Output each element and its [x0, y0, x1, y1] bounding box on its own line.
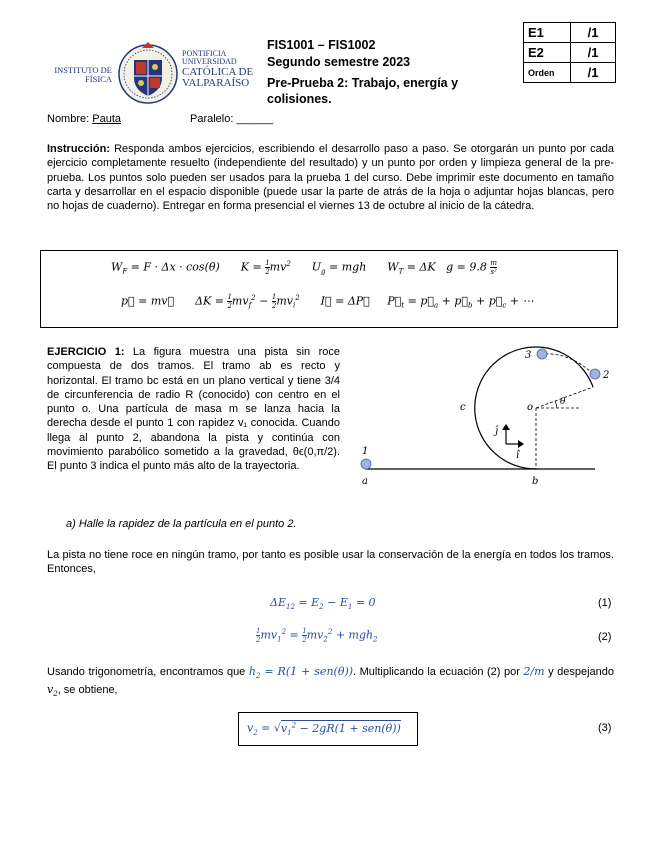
score-row-e2: E2 /1: [524, 43, 616, 63]
label-3: 3: [525, 350, 532, 361]
exercise1-label: EJERCICIO 1:: [47, 346, 125, 358]
exercise1-statement: [47, 345, 340, 474]
equation-2: $\frac{1}{2}$ $mv_1^2$ = $\frac{1}{2}$ $mv_2^2 + mgh_2$: [256, 627, 378, 644]
v2-symbol: $v_2$: [47, 683, 58, 699]
exam-title: Pre-Prueba 2: Trabajo, energía y colisiones.: [267, 76, 459, 106]
instructions: [47, 142, 614, 213]
semester: Segundo semestre 2023: [267, 55, 411, 69]
course-code: FIS1001 – FIS1002: [267, 38, 376, 52]
solution-para-2: Usando trigonometría, encontramos que $h_2 = R(1 + sen(\theta))$. Multiplicando la ecuación (2) por 2/m y despejando $v_2$, se obtiene,: [47, 665, 614, 699]
equation-1-number: (1): [598, 597, 612, 609]
label-i: î: [516, 450, 520, 461]
point-3-marker: [537, 349, 547, 359]
label-a: a: [362, 476, 368, 487]
label-theta: θ: [560, 397, 566, 407]
equation-3-box: [238, 712, 418, 746]
section-label: Paralelo:: [190, 113, 234, 125]
label-b: b: [532, 476, 539, 487]
score-table: [523, 22, 616, 83]
label-c: c: [460, 402, 466, 413]
name-value: Pauta: [92, 113, 121, 125]
university-seal-icon: [117, 40, 179, 106]
equation-3: $v_2 = √v_1^2 - 2gR(1 + sen(\theta))$: [247, 721, 401, 737]
equation-1: $\Delta E_{12} = E_2 - E_1 = 0$: [270, 596, 376, 612]
factor-2-over-m: 2/m: [523, 665, 545, 678]
label-1: 1: [362, 446, 369, 457]
section-value: ______: [236, 113, 274, 125]
label-j: ĵ: [495, 426, 499, 437]
exercise1-text: La figura muestra una pista sin roce compuesta de dos tramos. El tramo ab es recto y horizontal. El tramo bc está en un plano vertical y tiene 3/4 de circunferencia de radio R (conocido) con centro en el punto o. Una partícula de masa m se lanza hacia la derecha desde el punto 1 con rapidez v₁ conocida. Cuando llega al punto 2, abandona la pista y continúa con movimiento parabólico sometido a la gravedad, θϵ(0,π/2). El punto 3 indica el punto más alto de la trayectoria.: [47, 346, 340, 473]
score-row-e1: E1 /1: [524, 23, 616, 43]
equation-2-number: (2): [598, 631, 612, 643]
track-figure: [350, 340, 620, 490]
formula-box: [40, 250, 618, 328]
name-label: Nombre:: [47, 113, 90, 125]
instructions-text: Responda ambos ejercicios, escribiendo el desarrollo paso a paso. Se otorgarán un punto por cada ejercicio completamente resuelto (independiente del resultado) y un punto por orden y limpieza general de la pre-prueba. Los puntos solo pueden ser usados para la prueba 1 del curso. Debe imprimir este documento en tamaño carta y desarrollar en el espacio disponible (puede usar la parte de atrás de la hoja o adjuntar hojas blancas, pero no hojas de cuaderno). Entregar en forma presencial el viernes 13 de octubre al inicio de la cátedra.: [47, 143, 614, 213]
part-a: a) Halle la rapidez de la partícula en el punto 2.: [66, 518, 297, 530]
instructions-label: Instrucción:: [47, 143, 110, 155]
h2-expression: $h_2 = R(1 + sen(\theta))$: [248, 665, 354, 681]
label-o: o: [527, 402, 534, 413]
label-2: 2: [603, 370, 610, 381]
point-1-marker: [361, 459, 371, 469]
score-row-orden: Orden /1: [524, 63, 616, 83]
point-2-marker: [590, 369, 600, 379]
formula-row-1: $W_F = F \cdot \Delta x \cdot \cos(\theta)$ K = $\frac{1}{2}$ $mv^2$ $U_g$ = mgh $W_T = \Delta K$ g = 9.8 $\frac{m}{\text{s²}}$: [111, 259, 497, 276]
student-line: [47, 113, 121, 125]
institute-label: INSTITUTO DE FÍSICA: [54, 65, 112, 84]
university-name: PONTIFICIA UNIVERSIDAD CATÓLICA DE VALPARAÍSO: [182, 49, 254, 90]
equation-3-number: (3): [598, 722, 612, 734]
section-line: [190, 113, 273, 125]
formula-row-2: p⃗ = mv⃗ ΔK = $\frac{1}{2}$ $mv_f^2$ − $\frac{1}{2}$ $mv_i^2$ I⃗ = ΔP⃗ $P⃗_t$ = $p⃗_a$ + $p⃗_b$ + $p⃗_c$ + ⋯: [121, 293, 534, 310]
solution-para-1: La pista no tiene roce en ningún tramo, por tanto es posible usar la conservación de la energía en todos los tramos. Entonces,: [47, 549, 614, 576]
